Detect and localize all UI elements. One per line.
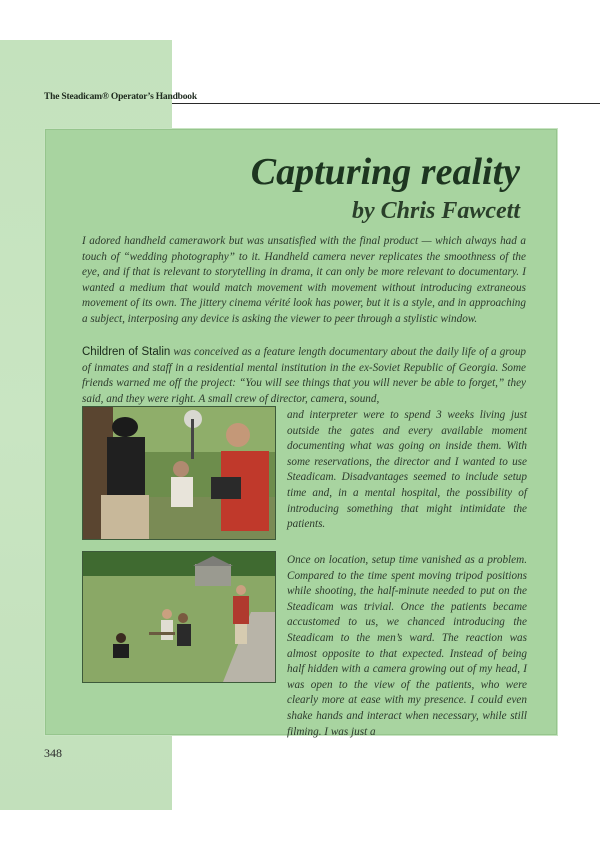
lead-paragraph <box>82 345 526 407</box>
article-title: Capturing reality <box>250 151 520 193</box>
photo-crew-courtyard-image <box>83 552 275 682</box>
intro-paragraph: I adored handheld camerawork but was unsatisfied with the final product — which always had a touch of “wedding photography” to it. Handheld camera never replicates the smoothness of the eye, and if that is relevant to storytelling in drama, it can only be more relevant to documentary. I wanted a medium that would match movement with movement without introducing extraneous movement of its own. The jittery cinema vérité look has power, but it is a style, and in approaching a subject, interposing any device is asking the viewer to peer through a stylistic window. <box>82 235 526 325</box>
photo-crew-closeup-image <box>83 407 275 539</box>
photo-crew-closeup <box>82 406 276 540</box>
photo-crew-courtyard <box>82 551 276 683</box>
lead-paragraph-text: was conceived as a feature length documentary about the daily life of a group of inmates and staff in a residential mental institution in the ex-Soviet Republic of Georgia. Some friends warned me off the project: “You will see things that you will never be able to forget,” they said, and they were right. A small crew of director, camera, sound, <box>82 346 527 405</box>
running-head: The Steadicam® Operator’s Handbook <box>44 92 197 102</box>
header-rule <box>172 103 600 104</box>
film-title: Children of Stalin <box>82 346 171 358</box>
article-byline: by Chris Fawcett <box>351 198 520 224</box>
body-column-1: and interpreter were to spend 3 weeks living just outside the gates and every available moment documenting what was going on inside them. With some reservations, the director and I wanted to use Steadicam. Disadvantages seemed to include setup time and, in a mental hospital, the possibility of introducing something that might intimidate the patients. <box>287 409 527 531</box>
body-column-2: Once on location, setup time vanished as a problem. Compared to the time spent moving tripod positions while shooting, the half-minute needed to put on the Steadicam was trivial. Once the patients became accustomed to us, we chanced introducing the Steadicam to the men’s ward. The reaction was almost opposite to that expected. Instead of being half hidden with a camera growing out of my head, I was open to the view of the patients, who were clearly more at ease with my presence. I could even shake hands and interact when necessary, while still filming. I was just a <box>287 554 527 738</box>
page-number: 348 <box>44 746 62 760</box>
